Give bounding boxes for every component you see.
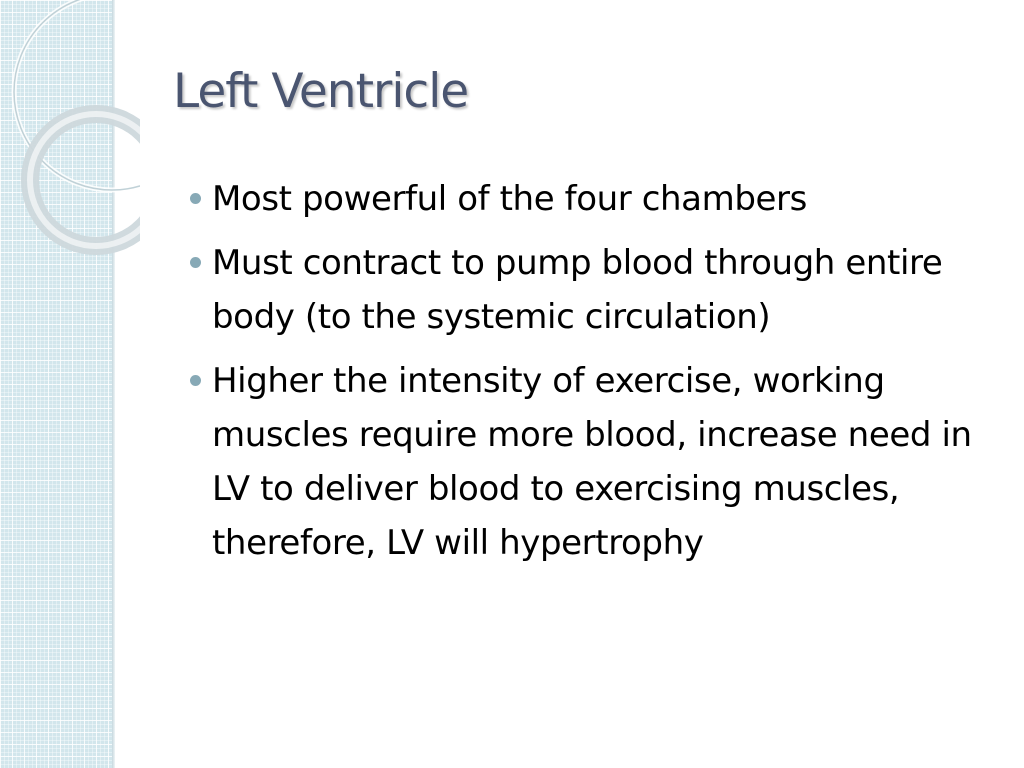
- bullet-dot-icon: [190, 193, 201, 204]
- decorative-rings: [0, 0, 140, 260]
- slide-title: Left Ventricle: [173, 64, 469, 119]
- bullet-item: [190, 236, 990, 344]
- bullet-dot-icon: [190, 375, 201, 386]
- bullet-list: [190, 172, 990, 580]
- bullet-text: Most powerful of the four chambers: [212, 179, 807, 219]
- bullet-item: [190, 172, 990, 226]
- bullet-item: [190, 354, 990, 570]
- bullet-text: Must contract to pump blood through entire body (to the systemic circulation): [212, 243, 943, 337]
- bullet-text: Higher the intensity of exercise, working muscles require more blood, increase need in LV to deliver blood to exercising muscles, therefore, LV will hypertrophy: [212, 361, 972, 563]
- bullet-dot-icon: [190, 257, 201, 268]
